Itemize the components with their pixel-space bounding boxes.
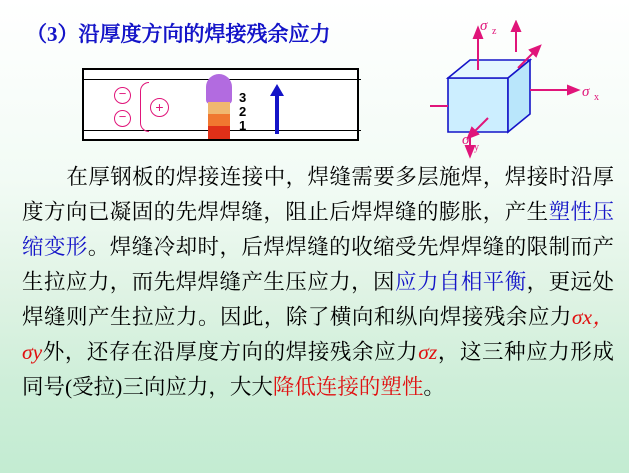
weld-bead-stack xyxy=(202,74,236,140)
body-segment-3: ，更远处焊缝则产生拉应力。因此，除了横向和纵向焊接残余应力 xyxy=(22,270,614,329)
body-segment-4: 外，还存在沿厚度方向的焊接残余应力 xyxy=(42,340,419,364)
weld-pass-label-3: 3 xyxy=(239,90,247,105)
sigma-z-sub: z xyxy=(492,26,497,37)
body-paragraph xyxy=(22,160,614,405)
welding-direction-arrow-icon xyxy=(270,84,284,134)
minus-symbol: − xyxy=(118,109,127,124)
weld-cap-shape xyxy=(206,74,232,104)
plate-weld-passes-diagram xyxy=(82,68,359,141)
plus-sign-icon: + xyxy=(150,98,169,117)
body-segment-1: 在厚钢板的焊接连接中，焊缝需要多层施焊，焊接时沿厚度方向已凝固的先焊焊缝，阻止后焊焊缝的膨胀，产生 xyxy=(22,165,614,224)
weld-pass-2-shape xyxy=(208,114,230,126)
page-title: （3）沿厚度方向的焊接残余应力 xyxy=(26,22,331,46)
sigma-y-sub: y xyxy=(474,142,479,153)
sigma-x-label: σ xyxy=(582,84,590,100)
body-highlight-self-balance: 应力自相平衡 xyxy=(395,270,527,294)
stress-cube-svg xyxy=(430,20,620,160)
body-highlight-plastic-compression: 塑性压缩变形 xyxy=(22,200,614,259)
weld-pass-label-2: 2 xyxy=(239,104,247,119)
cube-shape xyxy=(448,60,530,132)
minus-sign-icon xyxy=(114,87,131,104)
weld-pass-label-1: 1 xyxy=(239,118,247,133)
weld-pass-3-shape xyxy=(208,102,230,114)
stress-cube-diagram xyxy=(430,20,620,160)
body-highlight-reduce-ductility: 降低连接的塑性 xyxy=(272,375,424,399)
body-highlight-sigma-z: σz xyxy=(418,340,438,364)
arrow-shaft xyxy=(275,94,279,134)
minus-sign-icon xyxy=(114,110,131,127)
sigma-y-label: σ xyxy=(462,132,470,148)
body-segment-5: ，这三种应力形成同号(受拉)三向应力，大大 xyxy=(22,340,614,399)
minus-symbol: − xyxy=(118,86,127,101)
body-highlight-sigma-xy: σx，σy xyxy=(22,305,614,364)
body-segment-2: 。焊缝冷却时，后焊焊缝的收缩受先焊焊缝的限制而产生拉应力，而先焊焊缝产生压应力，因 xyxy=(22,235,614,294)
weld-pass-1-shape xyxy=(208,126,230,139)
sigma-z-label: σ xyxy=(480,20,488,34)
brace-bracket-icon xyxy=(140,82,149,132)
sigma-x-sub: x xyxy=(594,92,599,103)
body-segment-6: 。 xyxy=(423,375,445,399)
